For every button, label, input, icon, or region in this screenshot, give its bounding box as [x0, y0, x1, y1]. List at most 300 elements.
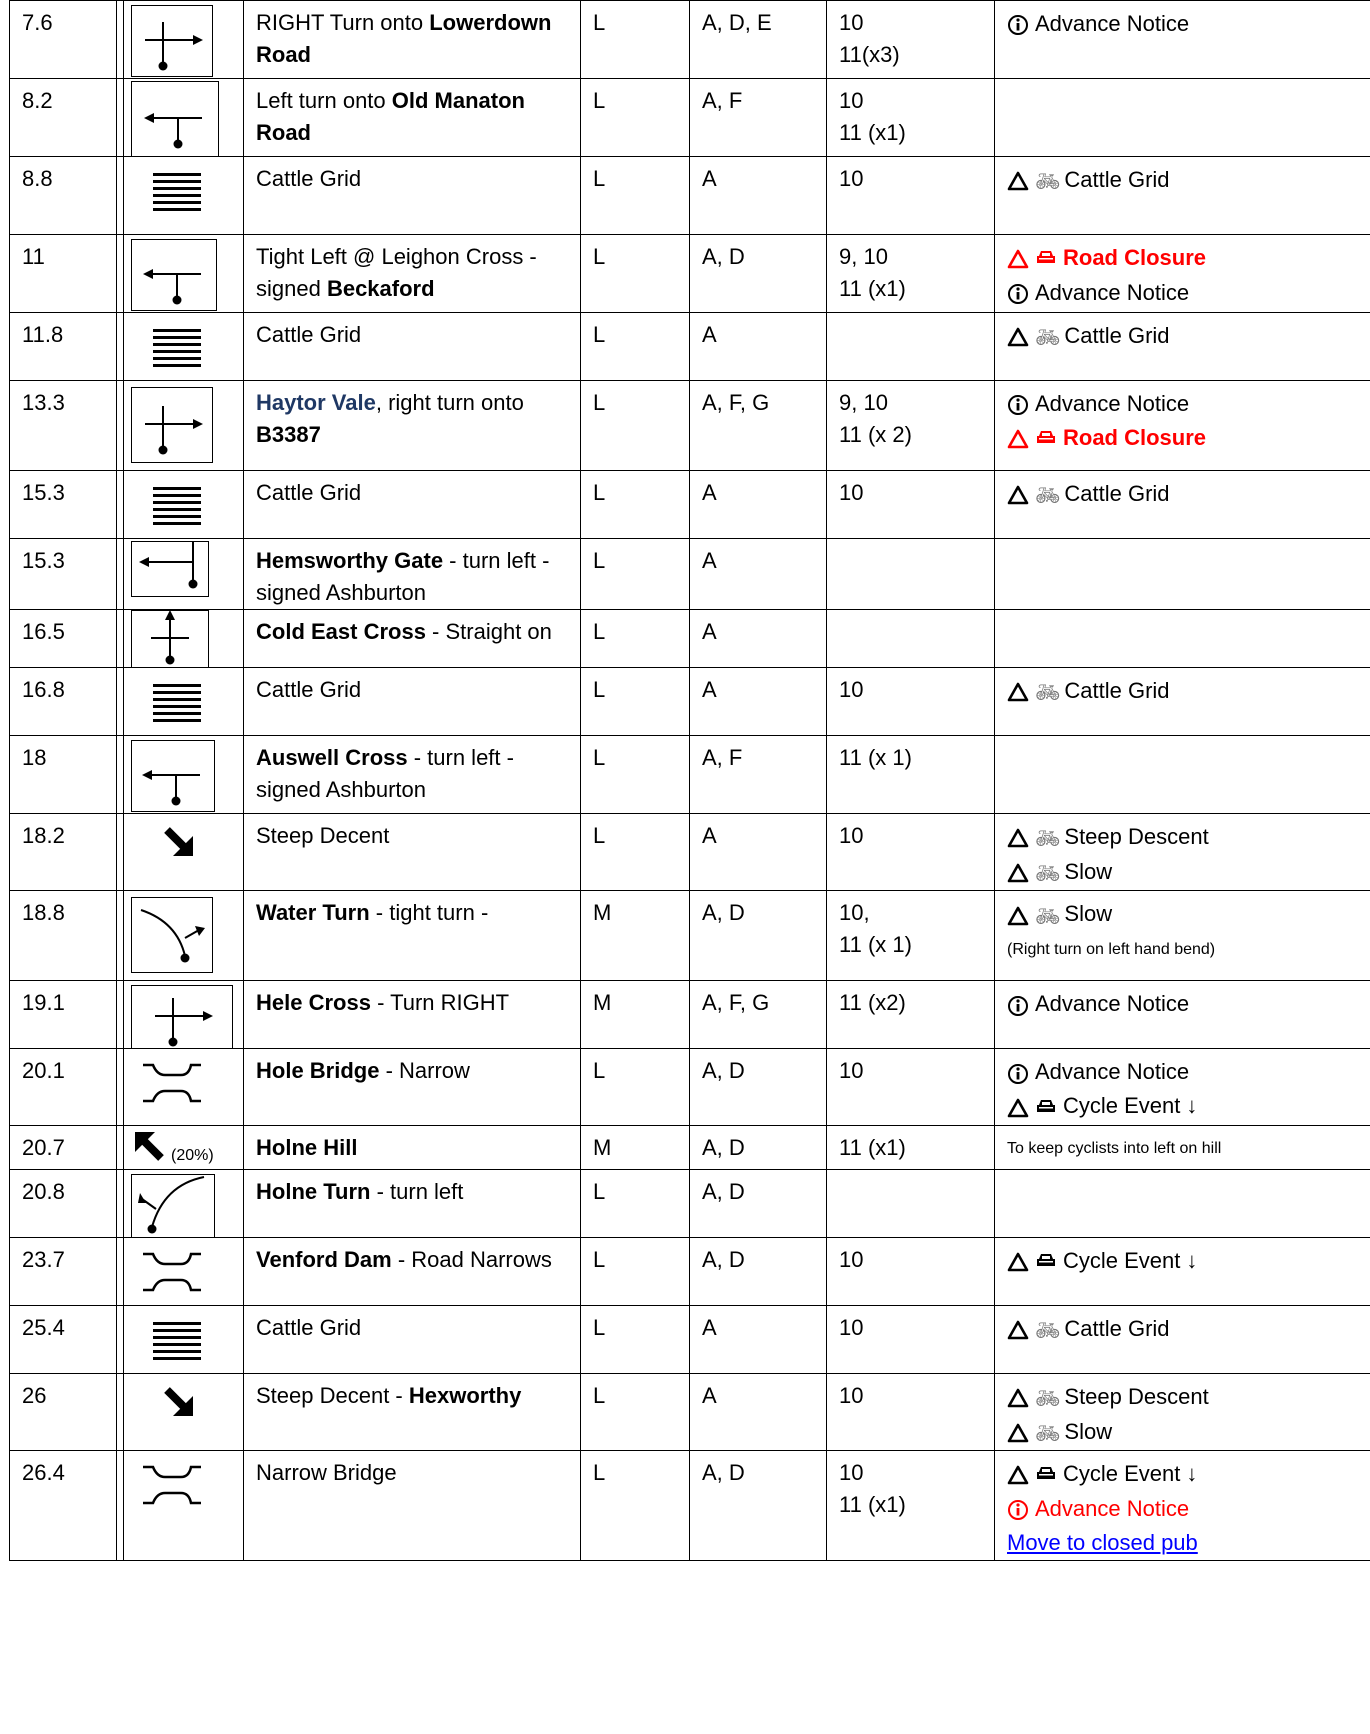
signage-cell	[827, 610, 995, 668]
instruction-text: , right turn onto	[375, 390, 524, 415]
place-name: Hele Cross	[256, 990, 371, 1016]
warning-triangle-icon	[1007, 1388, 1029, 1408]
left-turn-end-icon	[131, 541, 209, 597]
action-codes-cell: A	[690, 814, 827, 891]
bicycle-icon: 🚲︎	[1035, 325, 1061, 350]
signage-cell	[827, 1049, 995, 1125]
signage-entry: 11 (x1)	[839, 1491, 906, 1517]
warning-triangle-icon	[1007, 249, 1029, 269]
narrow-road-icon	[139, 1459, 205, 1518]
table-row	[10, 313, 1370, 381]
risk-level-cell: L	[581, 157, 690, 235]
instruction-text: - Road Narrows	[391, 1246, 552, 1272]
info-icon	[1007, 1499, 1029, 1521]
table-row	[10, 1237, 1370, 1305]
junction-symbol-cell	[117, 1125, 244, 1169]
note-text: Cycle Event	[1063, 1247, 1181, 1273]
instruction-text: - tight turn -	[369, 900, 489, 926]
instruction-text: Narrow Bridge	[256, 1459, 397, 1485]
distance-km-cell: 15.3	[10, 471, 117, 539]
straight-on-icon	[131, 610, 209, 668]
note-text: Advance Notice	[1035, 991, 1190, 1017]
notes-cell	[995, 381, 1370, 471]
bicycle-icon: 🚲︎	[1035, 1420, 1061, 1445]
instruction-cell	[244, 539, 581, 610]
place-name: Venford Dam	[256, 1246, 392, 1272]
car-icon	[1035, 1091, 1057, 1125]
note-line	[1007, 276, 1359, 310]
table-row	[10, 381, 1370, 471]
note-text: Road Closure	[1063, 425, 1207, 450]
note-text: Cattle Grid	[1064, 678, 1170, 703]
signage-cell	[827, 235, 995, 313]
notes-cell	[995, 1049, 1370, 1125]
place-name: Lowerdown Road	[256, 10, 552, 67]
note-line	[1007, 1089, 1359, 1124]
instruction-text: Cattle Grid	[256, 677, 362, 702]
instruction-text: Tight Left @ Leighon Cross - signed	[256, 244, 537, 301]
action-codes-cell: A	[690, 610, 827, 668]
risk-level-cell: L	[581, 736, 690, 814]
note-text: Advance Notice	[1035, 391, 1190, 416]
distance-km-cell: 20.7	[10, 1125, 117, 1169]
warning-triangle-icon	[1007, 1252, 1029, 1272]
junction-symbol-cell	[117, 79, 244, 157]
risk-level-cell: L	[581, 471, 690, 539]
instruction-cell	[244, 1450, 581, 1560]
note-line[interactable]	[1007, 1526, 1359, 1560]
signage-entry: 10	[839, 480, 864, 505]
car-icon	[1035, 422, 1057, 456]
bicycle-icon: 🚲︎	[1035, 1385, 1061, 1410]
note-text: (Right turn on left hand bend)	[1007, 940, 1216, 958]
action-codes-cell: A, D	[690, 235, 827, 313]
signage-entry: 10	[839, 1314, 864, 1340]
left-turn-icon	[131, 239, 217, 311]
instruction-cell	[244, 1305, 581, 1373]
risk-level-cell: M	[581, 981, 690, 1049]
junction-symbol-cell	[117, 313, 244, 381]
signage-entry: 10	[839, 1246, 864, 1272]
action-codes-cell: A, D	[690, 891, 827, 981]
distance-km-cell: 20.8	[10, 1169, 117, 1237]
signage-cell	[827, 471, 995, 539]
instruction-text: Cattle Grid	[256, 1314, 362, 1340]
narrow-road-icon	[139, 1246, 205, 1305]
risk-level-cell: M	[581, 1125, 690, 1169]
instruction-text: Left turn onto	[256, 88, 392, 113]
signage-cell	[827, 891, 995, 981]
cattle-grid-icon	[147, 481, 207, 538]
place-name: Cold East Cross	[256, 619, 426, 644]
signage-entry: 11 (x 1)	[839, 932, 912, 958]
junction-symbol-cell	[117, 668, 244, 736]
signage-cell	[827, 1450, 995, 1560]
note-line	[1007, 987, 1359, 1021]
junction-symbol-cell	[117, 891, 244, 981]
bicycle-icon: 🚲︎	[1035, 680, 1061, 705]
place-name: B3387	[256, 422, 321, 447]
note-text: Slow	[1064, 1418, 1113, 1444]
place-name: Holne Turn	[256, 1178, 371, 1204]
left-turn-icon	[131, 81, 219, 157]
notes-cell	[995, 539, 1370, 610]
place-name: Holne Hill	[256, 1134, 358, 1160]
notes-cell	[995, 1169, 1370, 1237]
distance-km-cell: 26	[10, 1373, 117, 1450]
note-text: Cattle Grid	[1064, 323, 1170, 348]
signage-cell	[827, 313, 995, 381]
cattle-grid-icon	[147, 678, 207, 735]
bicycle-icon: 🚲︎	[1035, 483, 1061, 508]
action-codes-cell: A, D	[690, 1169, 827, 1237]
junction-symbol-cell	[117, 814, 244, 891]
note-text: Steep Descent	[1064, 1383, 1209, 1409]
signage-cell	[827, 1, 995, 79]
distance-km-cell: 13.3	[10, 381, 117, 471]
distance-km-cell: 18.8	[10, 891, 117, 981]
right-turn-icon	[131, 985, 233, 1049]
note-text: Advance Notice	[1035, 1496, 1190, 1522]
warning-triangle-icon	[1007, 171, 1029, 191]
note-line	[1007, 1380, 1359, 1415]
instruction-text: - Turn RIGHT	[370, 990, 510, 1016]
place-name: Hole Bridge	[256, 1058, 380, 1084]
steep-climb-arrow-icon	[131, 1128, 214, 1164]
note-line	[1007, 933, 1359, 967]
place-name: Auswell Cross	[256, 745, 408, 770]
warning-triangle-icon	[1007, 1320, 1029, 1340]
risk-level-cell: M	[581, 891, 690, 981]
distance-km-cell: 16.5	[10, 610, 117, 668]
instruction-text: Cattle Grid	[256, 322, 362, 347]
signage-entry: 10	[839, 1459, 864, 1485]
signage-cell	[827, 736, 995, 814]
instruction-text: - Narrow	[379, 1058, 470, 1084]
table-row	[10, 1305, 1370, 1373]
bicycle-icon: 🚲︎	[1035, 861, 1061, 886]
signage-entry: 10	[839, 677, 864, 702]
notes-cell	[995, 1125, 1370, 1169]
curved-left-turn-icon	[131, 1174, 215, 1238]
junction-symbol-cell	[117, 736, 244, 814]
action-codes-cell: A, D, E	[690, 1, 827, 79]
instruction-cell	[244, 235, 581, 313]
instruction-text: Cattle Grid	[256, 480, 362, 505]
signage-entry: 10	[839, 10, 864, 35]
note-line	[1007, 421, 1359, 456]
risk-level-cell: L	[581, 1237, 690, 1305]
note-line	[1007, 7, 1359, 41]
signage-entry: 11(x3)	[839, 42, 900, 67]
signage-entry: 10	[839, 1382, 864, 1408]
instruction-cell	[244, 1373, 581, 1450]
info-icon	[1007, 14, 1029, 36]
action-codes-cell: A, F, G	[690, 981, 827, 1049]
junction-symbol-cell	[117, 981, 244, 1049]
risk-level-cell: L	[581, 539, 690, 610]
notes-cell	[995, 1373, 1370, 1450]
warning-triangle-icon	[1007, 1098, 1029, 1118]
instruction-cell	[244, 814, 581, 891]
note-text: Slow	[1064, 901, 1113, 927]
junction-symbol-cell	[117, 1049, 244, 1125]
note-text: Steep Descent	[1064, 824, 1209, 849]
car-icon	[1035, 1245, 1057, 1279]
signage-entry: 10	[839, 166, 864, 191]
warning-triangle-icon	[1007, 682, 1029, 702]
note-text: To keep cyclists into left on hill	[1007, 1139, 1222, 1157]
info-icon	[1007, 283, 1029, 305]
signage-cell	[827, 1305, 995, 1373]
note-line	[1007, 241, 1359, 276]
notes-cell	[995, 981, 1370, 1049]
note-line	[1007, 855, 1359, 890]
risk-level-cell: L	[581, 668, 690, 736]
signage-cell	[827, 79, 995, 157]
risk-level-cell: L	[581, 235, 690, 313]
note-text: Road Closure	[1063, 245, 1207, 270]
place-name: Water Turn	[256, 900, 370, 926]
action-codes-cell: A	[690, 668, 827, 736]
signage-entry: 10	[839, 88, 864, 113]
note-line	[1007, 820, 1359, 855]
down-arrow-icon: ↓	[1186, 1247, 1198, 1273]
instruction-cell	[244, 313, 581, 381]
junction-symbol-cell	[117, 539, 244, 610]
table-row	[10, 1373, 1370, 1450]
notes-cell	[995, 235, 1370, 313]
signage-entry: 9, 10	[839, 390, 888, 415]
signage-entry: 10,	[839, 900, 870, 926]
note-line	[1007, 1132, 1359, 1166]
note-text: Cattle Grid	[1064, 481, 1170, 506]
distance-km-cell: 25.4	[10, 1305, 117, 1373]
risk-level-cell: L	[581, 1049, 690, 1125]
note-line	[1007, 477, 1359, 512]
signage-entry: 9, 10	[839, 244, 888, 269]
warning-triangle-icon	[1007, 1465, 1029, 1485]
instruction-text: Steep Decent	[256, 823, 390, 848]
table-row	[10, 981, 1370, 1049]
table-row	[10, 1125, 1370, 1169]
signage-cell	[827, 1373, 995, 1450]
info-icon	[1007, 995, 1029, 1017]
junction-symbol-cell	[117, 1237, 244, 1305]
note-line	[1007, 163, 1359, 198]
instruction-cell	[244, 1125, 581, 1169]
note-line	[1007, 319, 1359, 354]
narrow-road-icon	[139, 1057, 205, 1116]
action-codes-cell: A, F	[690, 79, 827, 157]
table-row	[10, 1049, 1370, 1125]
instruction-cell	[244, 668, 581, 736]
signage-entry: 11 (x2)	[839, 990, 906, 1016]
note-line	[1007, 1492, 1359, 1526]
warning-triangle-icon	[1007, 485, 1029, 505]
note-text: Cattle Grid	[1064, 167, 1170, 192]
right-turn-icon	[131, 5, 213, 77]
note-line	[1007, 1415, 1359, 1450]
action-codes-cell: A, F, G	[690, 381, 827, 471]
gradient-label: (20%)	[171, 1146, 214, 1164]
signage-cell	[827, 668, 995, 736]
signage-entry: 11 (x1)	[839, 276, 906, 301]
instruction-text: RIGHT Turn onto	[256, 10, 430, 35]
notes-cell	[995, 668, 1370, 736]
distance-km-cell: 15.3	[10, 539, 117, 610]
table-row	[10, 610, 1370, 668]
action-codes-cell: A	[690, 157, 827, 235]
risk-level-cell: L	[581, 1, 690, 79]
distance-km-cell: 26.4	[10, 1450, 117, 1560]
note-line	[1007, 674, 1359, 709]
action-codes-cell: A, D	[690, 1125, 827, 1169]
risk-level-cell: L	[581, 381, 690, 471]
cattle-grid-icon	[147, 1316, 207, 1373]
place-name: Beckaford	[326, 276, 435, 301]
notes-cell	[995, 610, 1370, 668]
distance-km-cell: 8.2	[10, 79, 117, 157]
instruction-text: Steep Decent -	[256, 1382, 409, 1408]
note-text: Advance Notice	[1035, 1059, 1190, 1085]
note-line	[1007, 387, 1359, 421]
instruction-cell	[244, 1169, 581, 1237]
table-row	[10, 79, 1370, 157]
risk-level-cell: L	[581, 1169, 690, 1237]
risk-level-cell: L	[581, 1450, 690, 1560]
distance-km-cell: 20.1	[10, 1049, 117, 1125]
note-line	[1007, 1457, 1359, 1492]
notes-cell	[995, 1450, 1370, 1560]
signage-entry: 10	[839, 823, 864, 848]
signage-cell	[827, 539, 995, 610]
info-icon	[1007, 1063, 1029, 1085]
table-row	[10, 157, 1370, 235]
signage-cell	[827, 981, 995, 1049]
instruction-text: - Straight on	[425, 619, 552, 644]
note-link[interactable]: Move to closed pub	[1007, 1530, 1198, 1556]
instruction-cell	[244, 1237, 581, 1305]
risk-level-cell: L	[581, 814, 690, 891]
junction-symbol-cell	[117, 471, 244, 539]
table-row	[10, 1, 1370, 79]
instruction-text: Cattle Grid	[256, 166, 362, 191]
instruction-cell	[244, 891, 581, 981]
signage-entry: 11 (x 1)	[839, 745, 912, 770]
bicycle-icon: 🚲︎	[1035, 169, 1061, 194]
instruction-cell	[244, 610, 581, 668]
notes-cell	[995, 79, 1370, 157]
note-text: Advance Notice	[1035, 11, 1190, 36]
instruction-text: - turn left - signed Ashburton	[256, 548, 550, 605]
signage-cell	[827, 1169, 995, 1237]
signage-entry: 11 (x 2)	[839, 422, 912, 447]
place-name: Hexworthy	[408, 1382, 522, 1408]
car-icon	[1035, 1458, 1057, 1492]
instruction-text: - turn left	[370, 1178, 464, 1204]
route-table-body	[10, 1, 1370, 1561]
cattle-grid-icon	[147, 323, 207, 380]
warning-triangle-icon	[1007, 828, 1029, 848]
distance-km-cell: 11.8	[10, 313, 117, 381]
junction-symbol-cell	[117, 610, 244, 668]
risk-level-cell: L	[581, 1305, 690, 1373]
instruction-text: - turn left - signed Ashburton	[256, 745, 514, 802]
action-codes-cell: A	[690, 471, 827, 539]
action-codes-cell: A, D	[690, 1049, 827, 1125]
info-icon	[1007, 394, 1029, 416]
table-row	[10, 814, 1370, 891]
table-row	[10, 1450, 1370, 1560]
notes-cell	[995, 157, 1370, 235]
instruction-cell	[244, 79, 581, 157]
note-line	[1007, 1244, 1359, 1279]
signage-cell	[827, 1237, 995, 1305]
bicycle-icon: 🚲︎	[1035, 903, 1061, 928]
action-codes-cell: A, D	[690, 1450, 827, 1560]
distance-km-cell: 7.6	[10, 1, 117, 79]
note-text: Cycle Event	[1063, 1460, 1181, 1486]
signage-entry: 11 (x1)	[839, 120, 906, 145]
note-text: Slow	[1064, 859, 1113, 885]
action-codes-cell: A, F	[690, 736, 827, 814]
steep-descent-arrow-icon	[161, 824, 201, 873]
signage-cell	[827, 381, 995, 471]
junction-symbol-cell	[117, 1169, 244, 1237]
table-row	[10, 736, 1370, 814]
distance-km-cell: 23.7	[10, 1237, 117, 1305]
junction-symbol-cell	[117, 1450, 244, 1560]
down-arrow-icon: ↓	[1186, 1460, 1198, 1486]
instruction-cell	[244, 381, 581, 471]
junction-symbol-cell	[117, 235, 244, 313]
distance-km-cell: 11	[10, 235, 117, 313]
warning-triangle-icon	[1007, 429, 1029, 449]
note-text: Cattle Grid	[1064, 1315, 1170, 1341]
junction-symbol-cell	[117, 381, 244, 471]
notes-cell	[995, 1305, 1370, 1373]
table-row	[10, 1169, 1370, 1237]
junction-symbol-cell	[117, 1305, 244, 1373]
table-row	[10, 668, 1370, 736]
signage-entry: 11 (x1)	[839, 1134, 906, 1160]
risk-level-cell: L	[581, 1373, 690, 1450]
instruction-cell	[244, 1049, 581, 1125]
table-row	[10, 471, 1370, 539]
notes-cell	[995, 1, 1370, 79]
risk-level-cell: L	[581, 313, 690, 381]
place-name: Hemsworthy Gate	[256, 548, 444, 573]
note-line	[1007, 897, 1359, 932]
table-row	[10, 539, 1370, 610]
left-turn-icon	[131, 740, 215, 812]
junction-symbol-cell	[117, 1373, 244, 1450]
place-name: Old Manaton Road	[256, 88, 525, 145]
distance-km-cell: 18.2	[10, 814, 117, 891]
warning-triangle-icon	[1007, 1423, 1029, 1443]
instruction-cell	[244, 736, 581, 814]
instruction-cell	[244, 1, 581, 79]
distance-km-cell: 18	[10, 736, 117, 814]
table-row	[10, 235, 1370, 313]
steep-descent-arrow-icon	[161, 1384, 201, 1433]
notes-cell	[995, 814, 1370, 891]
action-codes-cell: A	[690, 539, 827, 610]
place-name: Haytor Vale	[256, 390, 376, 415]
note-text: Cycle Event	[1063, 1093, 1181, 1119]
notes-cell	[995, 736, 1370, 814]
